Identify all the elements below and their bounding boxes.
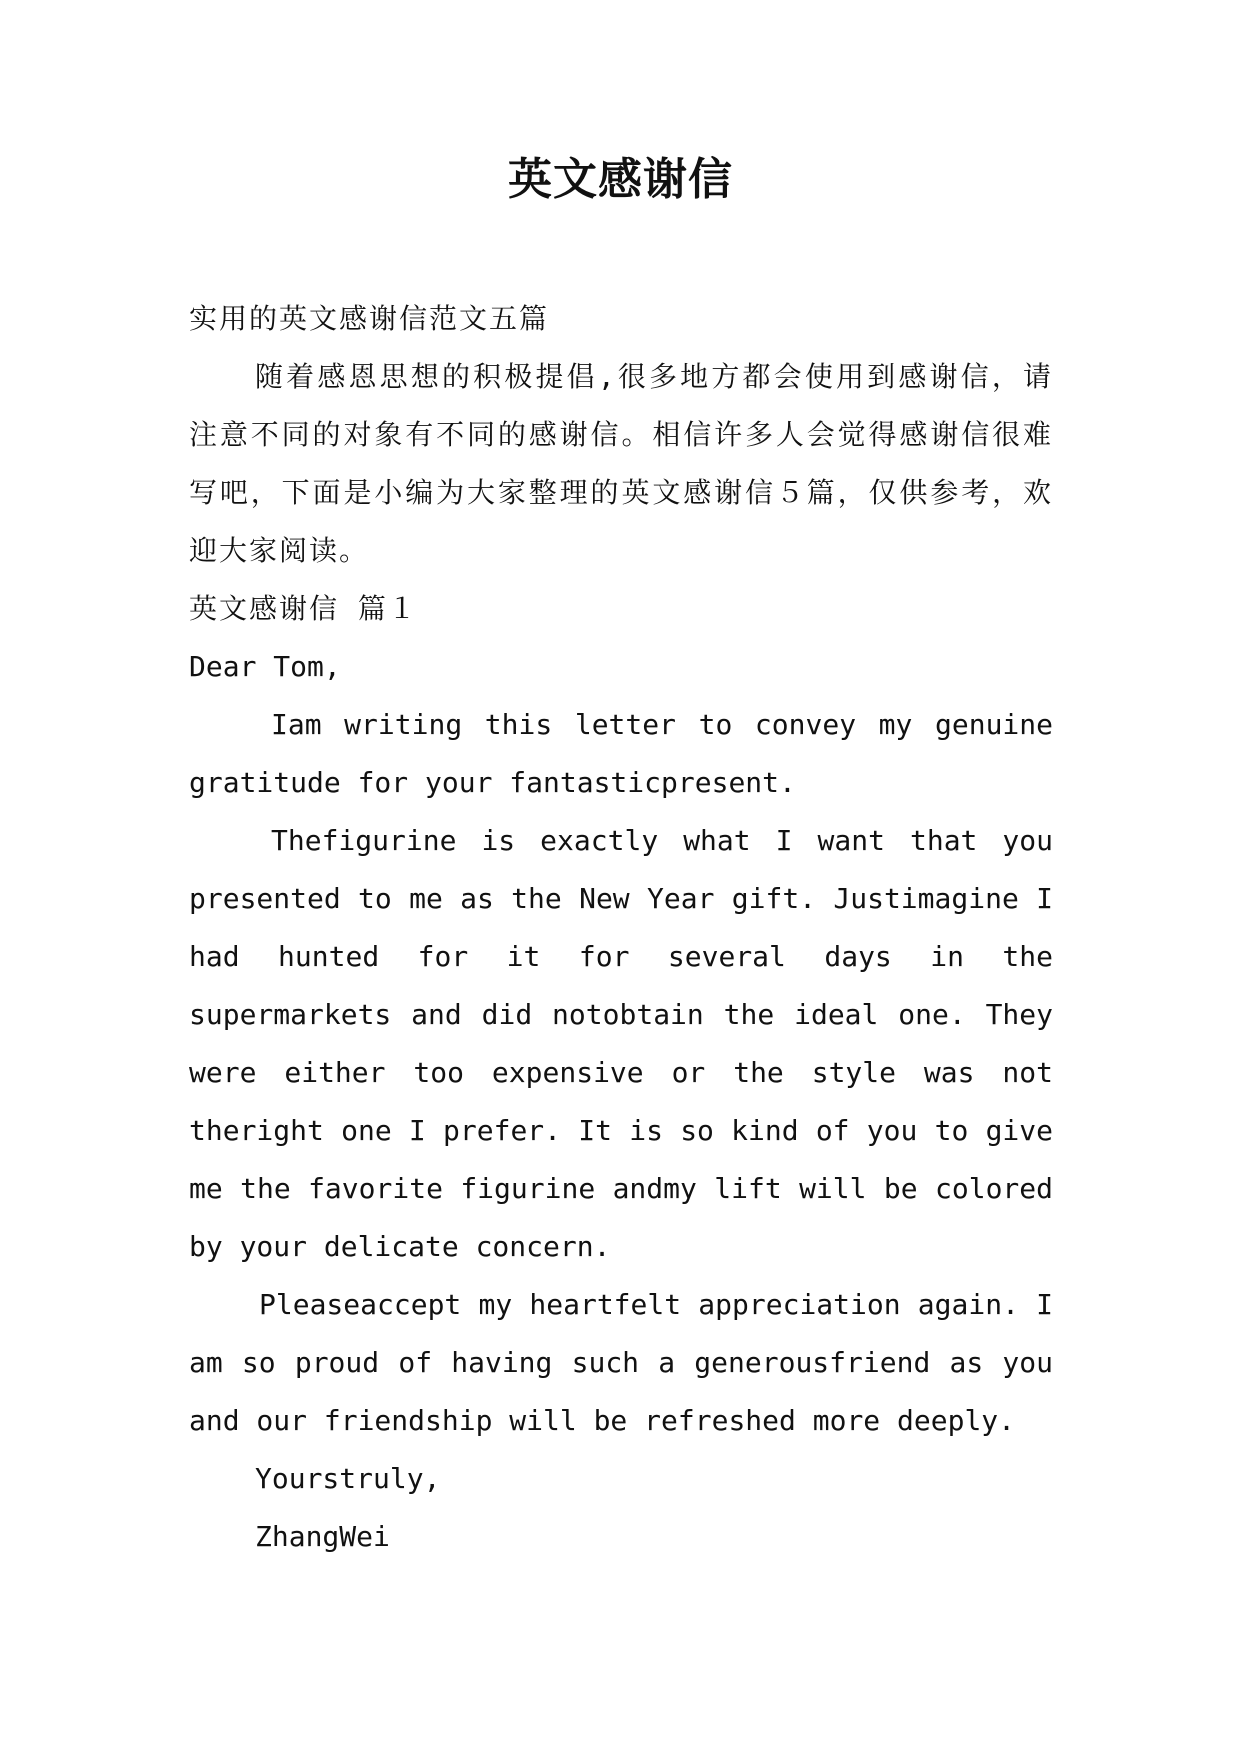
letter-signature: ZhangWei <box>255 1520 390 1553</box>
document-title: 英文感谢信 <box>508 154 733 205</box>
letter-salutation: Dear Tom, <box>189 650 341 683</box>
intro-paragraph: 随着感恩思想的积极提倡,很多地方都会使用到感谢信，请注意不同的对象有不同的感谢信。相信许多人会觉得感谢信很难写吧，下面是小编为大家整理的英文感谢信５篇，仅供参考，欢迎大家阅读。 <box>189 360 1053 567</box>
letter-paragraph-2: Thefigurine is exactly what I want that you presented to me as the New Year gift. Justimagine I had hunted for it for several days in the supermarkets and did notobtain the ideal one. They were either too expensive or the style was not theright one I prefer. It is so kind of you to give me the favorite figurine andmy lift will be colored by your delicate concern. <box>189 824 1053 1263</box>
section-heading: 英文感谢信 篇１ <box>189 592 418 625</box>
letter-closing: Yourstruly, <box>255 1462 441 1495</box>
subtitle: 实用的英文感谢信范文五篇 <box>189 302 550 335</box>
document-body <box>189 290 1053 1566</box>
letter-paragraph-1: Iam writing this letter to convey my genuine gratitude for your fantasticpresent. <box>189 708 1053 799</box>
letter-paragraph-3: Pleaseaccept my heartfelt appreciation again. I am so proud of having such a generousfriend as you and our friendship will be refreshed more deeply. <box>189 1288 1053 1437</box>
